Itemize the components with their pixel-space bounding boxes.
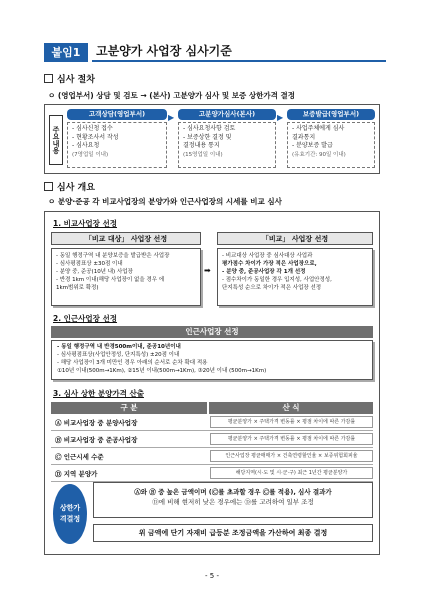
part1-right-box (217, 248, 373, 306)
process-side-label: 주요내용 (49, 115, 63, 165)
decision-final: 위 금액에 단기 자재비 급등분 조정금액을 가산하여 최종 결정 (93, 524, 373, 542)
arrow-right-icon: ▶ (168, 113, 175, 122)
row-formula: 평균분양가 × 주택가격 변동률 × 평점 차이에 따른 가감률 (210, 416, 373, 428)
list-item: - 심사요청 (72, 142, 100, 149)
appendix-badge: 붙임1 (44, 43, 88, 62)
page-number: - 5 - (205, 572, 219, 580)
process-col-2-head: 고분양가심사(본사) (178, 109, 276, 120)
list-item: - 동일 행정구역 내 반경500m이내, 준공10년이내 (57, 344, 181, 350)
table-row (51, 448, 373, 465)
part3-title: 3. 심사 상한 분양가격 산출 (53, 389, 144, 398)
row-formula: 평균분양가 × 주택가격 변동률 × 평점 차이에 따른 가감률 (210, 433, 373, 445)
list-item: ①10년 이내(500m→1Km), ②15년 이내(500m→1Km), ③20년 이내 (500m→1Km) (57, 368, 267, 374)
list-item: - 심사신청 접수 (72, 125, 113, 132)
part2-head: 인근사업장 선정 (51, 326, 373, 338)
process-col-2-note: (15영업일 이내) (183, 151, 223, 158)
list-item: - 현황조사서 작성 (72, 133, 119, 141)
row-label: Ⓓ 지역 분양가 (55, 469, 98, 478)
arrow-right-icon: ➡ (204, 266, 211, 275)
arrow-right-icon: ▶ (277, 113, 284, 122)
decision-line-2: Ⓓ에 비해 현저히 낮은 경우에는 Ⓓ를 고려하여 일부 조정 (152, 498, 314, 506)
list-item: - 분양 중, 준공(10년 내) 사업장 (56, 269, 133, 275)
process-col-2 (178, 109, 276, 168)
list-item: - 보증상한 결정 및 (183, 133, 232, 141)
square-bullet-icon (44, 182, 53, 191)
list-item: - 심사요청사항 검토 (183, 125, 236, 132)
list-item: 평가점수 차이가 가장 적은 사업장으로, (222, 261, 317, 267)
list-item: 단지특성 순으로 차이가 적은 사업장 선정 (222, 285, 322, 291)
overview-box (44, 211, 380, 555)
table-header-left: 구 분 (51, 402, 207, 414)
section2-subtitle: ㅇ 분양·준공 각 비교사업장의 분양가와 인근사업장의 시세를 비교 심사 (48, 197, 282, 206)
row-label: Ⓑ 비교사업장 중 준공사업장 (55, 435, 138, 444)
process-col-3-note: (유효기간: 90일 이내) (292, 151, 346, 158)
list-item: - 분양보증 발급 (292, 142, 333, 149)
row-label: Ⓒ 인근시세 수준 (55, 452, 104, 461)
decision-line-1: Ⓐ와 Ⓑ 중 높은 금액이며 (Ⓒ를 초과할 경우 Ⓒ를 적용), 심사 결과가 (134, 488, 332, 496)
list-item: - 분양 중, 준공사업장 각 1개 선정 (222, 269, 306, 275)
page-title: 고분양가 사업장 심사기준 (92, 43, 386, 62)
process-col-1-head: 고객상담(영업부서) (67, 109, 167, 120)
list-item: - 반경 1km 이내(해당 사업장이 없을 경우 에 (56, 277, 165, 283)
process-col-1-note: (7영업일 이내) (72, 151, 109, 158)
square-bullet-icon (44, 74, 53, 83)
list-item: - 해당 사업장이 3개 미만인 경우 아래의 순서로 순차 확대 적용 (57, 360, 208, 366)
part2-title: 2. 인근사업장 선정 (53, 314, 118, 323)
list-item: - 사업주체에게 심사 (292, 125, 345, 132)
list-item: - 심사평점표상(사업안정성, 단지특성) ±20점 이내 (57, 352, 180, 358)
part1-title: 1. 비교사업장 선정 (53, 219, 118, 228)
row-label: Ⓐ 비교사업장 중 분양사업장 (55, 418, 138, 427)
process-col-3 (287, 109, 375, 168)
table-row (51, 431, 373, 448)
list-item: - 점수차이가 동일한 경우 입지성, 사업안정성, (222, 277, 332, 283)
price-table (51, 402, 373, 482)
list-item: - 동일 행정구역 내 분양보증을 발급받은 사업장 (56, 253, 170, 259)
table-row (51, 465, 373, 482)
row-formula: 인근사업장 평균매매가 × 건축연령할인율 × 보증위험회피율 (210, 450, 373, 462)
table-row (51, 414, 373, 431)
list-item: 결과통지 (292, 133, 316, 141)
part1-left-box (51, 248, 201, 306)
list-item: 1km범위로 확정) (56, 285, 99, 291)
list-item: 결정내용 통지 (183, 142, 220, 149)
process-box (44, 104, 380, 174)
list-item: - 비교대상 사업장 중 심사대상 사업과 (222, 253, 313, 259)
section2-heading: 심사 개요 (44, 180, 95, 193)
part2-box (51, 340, 373, 380)
list-item: - 심사평점표상 ±30점 이내 (56, 261, 123, 267)
part1-right-head: 「비교」 사업장 선정 (217, 232, 373, 245)
process-col-1 (67, 109, 167, 168)
row-formula: 해당지역(시·도 및 시·군·구) 최근 1년간 평균분양가 (210, 467, 373, 479)
table-header-right: 산 식 (209, 402, 373, 414)
decision-label: 상한가격결정 (53, 484, 87, 544)
table-header-row (51, 402, 373, 414)
process-col-3-head: 보증발급(영업부서) (287, 109, 375, 120)
part1-left-head: 「비교 대상」 사업장 선정 (51, 232, 201, 245)
section1-subtitle: ㅇ (영업부서) 상담 및 검토 → (본사) 고분양가 심사 및 보증 상한가격 결정 (48, 91, 295, 100)
decision-box (93, 482, 373, 518)
section1-heading: 심사 절차 (44, 72, 95, 85)
